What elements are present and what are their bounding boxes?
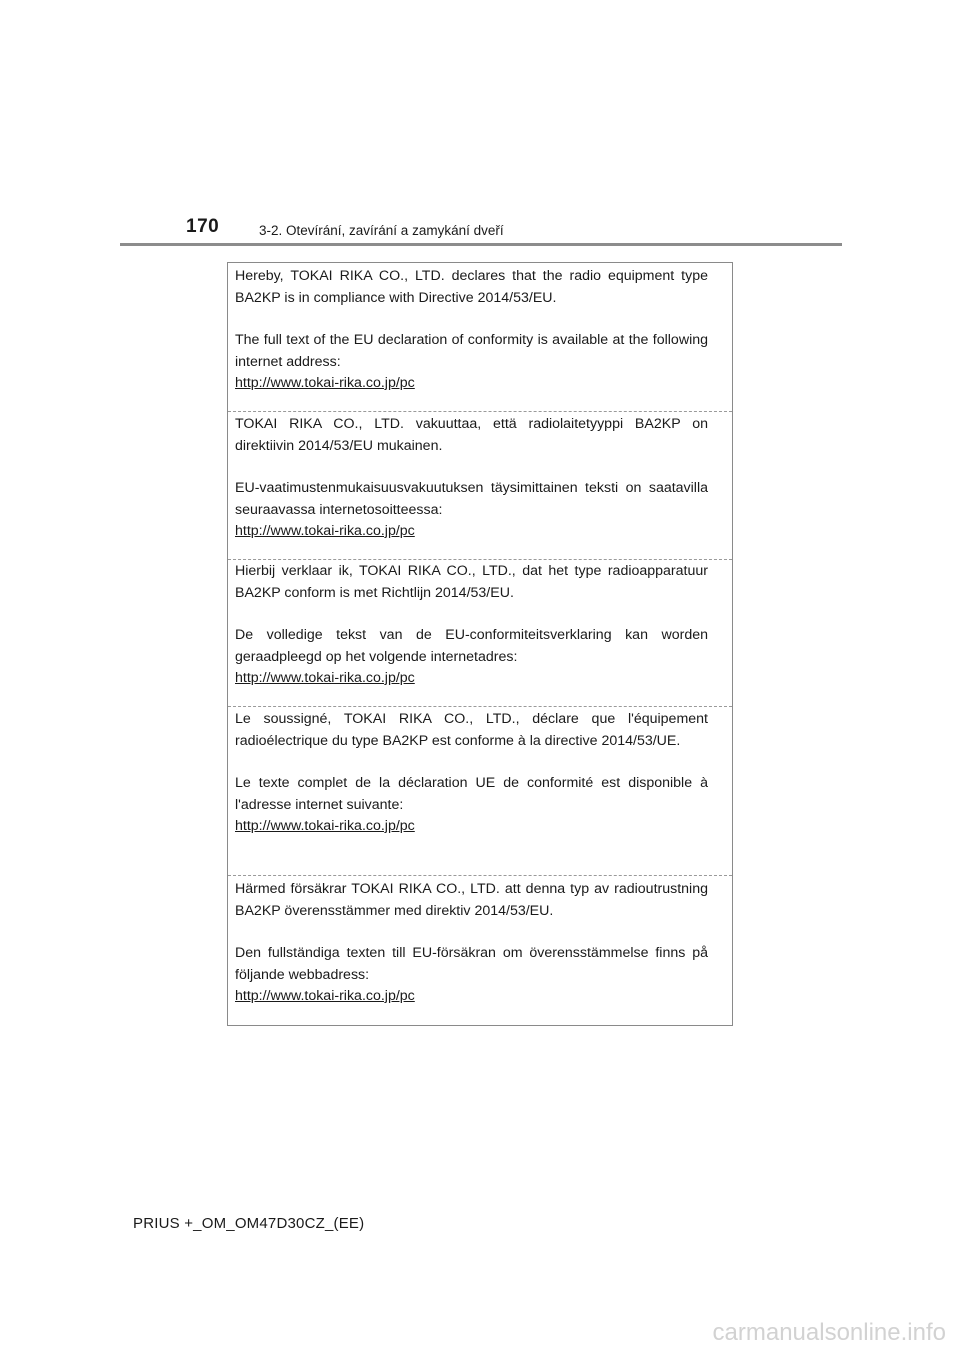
declaration-statement: TOKAI RIKA CO., LTD. vakuuttaa, että radiolaitetyyppi BA2KP on direktiivin 2014/53/EU mukainen. bbox=[235, 416, 708, 454]
declaration-link[interactable]: http://www.tokai-rika.co.jp/pc bbox=[235, 818, 415, 834]
declaration-link[interactable]: http://www.tokai-rika.co.jp/pc bbox=[235, 988, 415, 1004]
block-divider bbox=[228, 875, 732, 876]
declaration-availability: De volledige tekst van de EU-conformiteitsverklaring kan worden geraadpleegd op het volgende internetadres: bbox=[235, 627, 708, 665]
declaration-statement: Hierbij verklaar ik, TOKAI RIKA CO., LTD., dat het type radioapparatuur BA2KP conform is met Richtlijn 2014/53/EU. bbox=[235, 563, 708, 601]
block-divider bbox=[228, 559, 732, 560]
declaration-block-nl bbox=[228, 561, 732, 690]
declaration-link[interactable]: http://www.tokai-rika.co.jp/pc bbox=[235, 670, 415, 686]
declaration-link[interactable]: http://www.tokai-rika.co.jp/pc bbox=[235, 523, 415, 539]
declarations-box bbox=[227, 262, 733, 1026]
watermark-text: carmanualsonline.info bbox=[712, 1319, 946, 1346]
declaration-availability: EU-vaatimustenmukaisuusvakuutuksen täysimittainen teksti on saatavilla seuraavassa internetosoitteessa: bbox=[235, 480, 708, 518]
block-divider bbox=[228, 706, 732, 707]
declaration-availability: Den fullständiga texten till EU-försäkran om överensstämmelse finns på följande webbadress: bbox=[235, 945, 708, 983]
section-title: 3-2. Otevírání, zavírání a zamykání dveří bbox=[259, 223, 504, 238]
declaration-statement: Hereby, TOKAI RIKA CO., LTD. declares that the radio equipment type BA2KP is in compliance with Directive 2014/53/EU. bbox=[235, 268, 708, 306]
document-code: PRIUS +_OM_OM47D30CZ_(EE) bbox=[133, 1215, 365, 1232]
header-rule bbox=[120, 243, 842, 246]
block-divider bbox=[228, 411, 732, 412]
declaration-block-fr bbox=[228, 709, 732, 838]
declaration-block-sv bbox=[228, 879, 732, 1008]
page-number: 170 bbox=[186, 216, 220, 237]
watermark-logo bbox=[661, 1310, 946, 1350]
declaration-availability: Le texte complet de la déclaration UE de conformité est disponible à l'adresse internet suivante: bbox=[235, 775, 708, 813]
declaration-block-fi bbox=[228, 414, 732, 543]
declaration-availability: The full text of the EU declaration of conformity is available at the following internet address: bbox=[235, 332, 708, 370]
declaration-statement: Härmed försäkrar TOKAI RIKA CO., LTD. att denna typ av radioutrustning BA2KP överensstämmer med direktiv 2014/53/EU. bbox=[235, 881, 708, 919]
declaration-link[interactable]: http://www.tokai-rika.co.jp/pc bbox=[235, 375, 415, 391]
declaration-statement: Le soussigné, TOKAI RIKA CO., LTD., déclare que l'équipement radioélectrique du type BA2KP est conforme à la directive 2014/53/UE. bbox=[235, 711, 708, 749]
declaration-block-en bbox=[228, 266, 732, 395]
